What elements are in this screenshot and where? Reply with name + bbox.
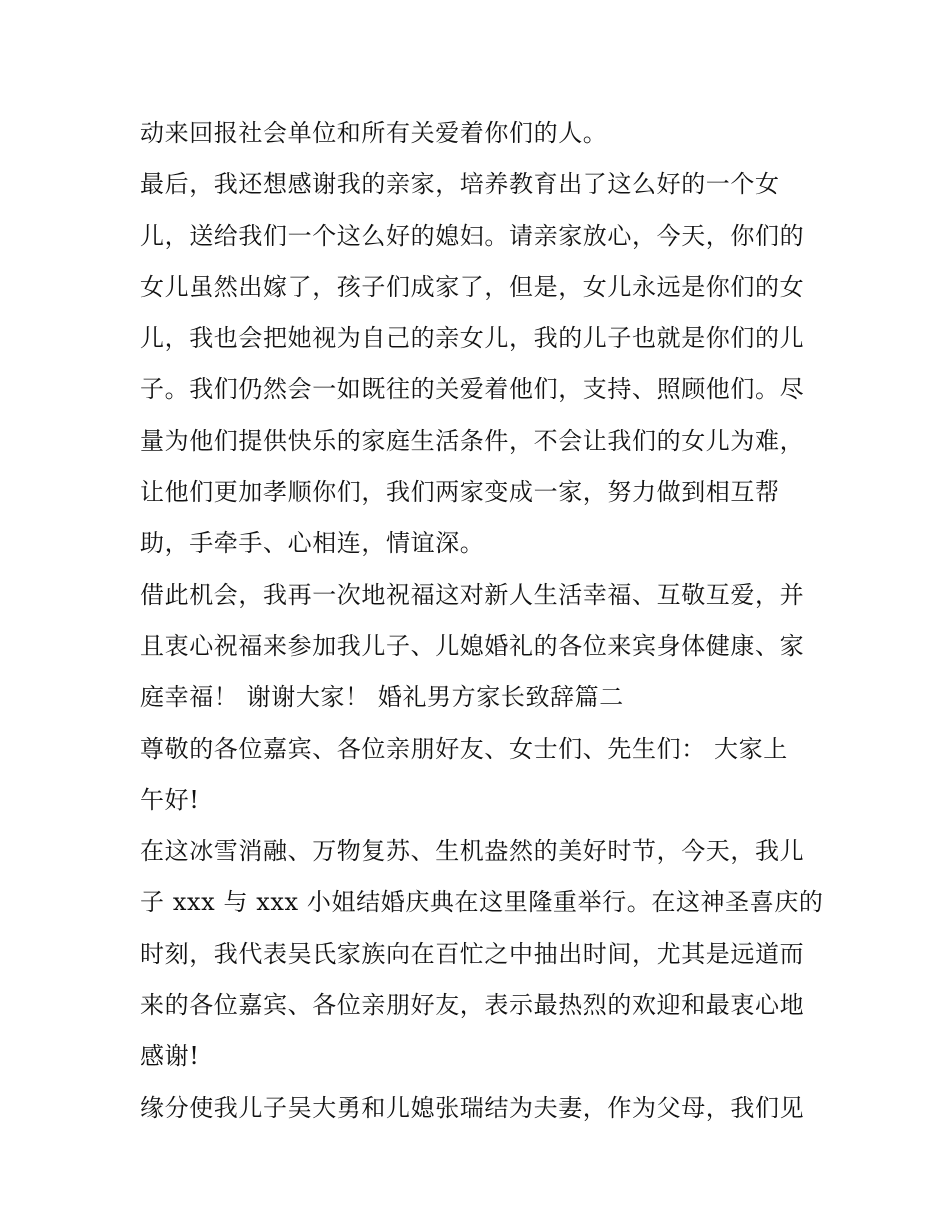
text-line: 时刻，我代表吴氏家族向在百忙之中抽出时间，尤其是远道而 xyxy=(140,939,805,968)
text-line: 借此机会，我再一次地祝福这对新人生活幸福、互敬互爱，并 xyxy=(140,580,805,609)
text-line: 最后，我还想感谢我的亲家，培养教育出了这么好的一个女 xyxy=(140,170,780,199)
text-line: 庭幸福！ 谢谢大家！ 婚礼男方家长致辞篇二 xyxy=(140,683,624,712)
text-line: 儿，我也会把她视为自己的亲女儿，我的儿子也就是你们的儿 xyxy=(140,324,805,353)
text-line: 尊敬的各位嘉宾、各位亲朋好友、女士们、先生们： 大家上 xyxy=(140,734,788,763)
text-line: 来的各位嘉宾、各位亲朋好友，表示最热烈的欢迎和最衷心地 xyxy=(140,991,805,1020)
text-line: 助，手牵手、心相连，情谊深。 xyxy=(140,529,485,558)
text-line: 午好! xyxy=(140,785,200,814)
text-line: 女儿虽然出嫁了，孩子们成家了，但是，女儿永远是你们的女 xyxy=(140,272,805,301)
text-line: 子。我们仍然会一如既往的关爱着他们，支持、照顾他们。尽 xyxy=(140,375,805,404)
text-line: 量为他们提供快乐的家庭生活条件，不会让我们的女儿为难， xyxy=(140,426,805,455)
text-line: 感谢! xyxy=(140,1042,200,1071)
text-line: 动来回报社会单位和所有关爱着你们的人。 xyxy=(140,119,608,147)
text-line: 且衷心祝福来参加我儿子、儿媳婚礼的各位来宾身体健康、家 xyxy=(140,631,805,660)
text-line: 让他们更加孝顺你们，我们两家变成一家，努力做到相互帮 xyxy=(140,478,780,507)
text-line: 儿，送给我们一个这么好的媳妇。请亲家放心，今天，你们的 xyxy=(140,221,805,250)
text-line: 子 xxx 与 xxx 小姐结婚庆典在这里隆重举行。在这神圣喜庆的 xyxy=(140,888,824,917)
text-line: 缘分使我儿子吴大勇和儿媳张瑞结为夫妻，作为父母，我们见 xyxy=(140,1093,805,1122)
document-body xyxy=(140,108,824,1134)
text-line: 在这冰雪消融、万物复苏、生机盎然的美好时节，今天，我儿 xyxy=(140,837,805,866)
